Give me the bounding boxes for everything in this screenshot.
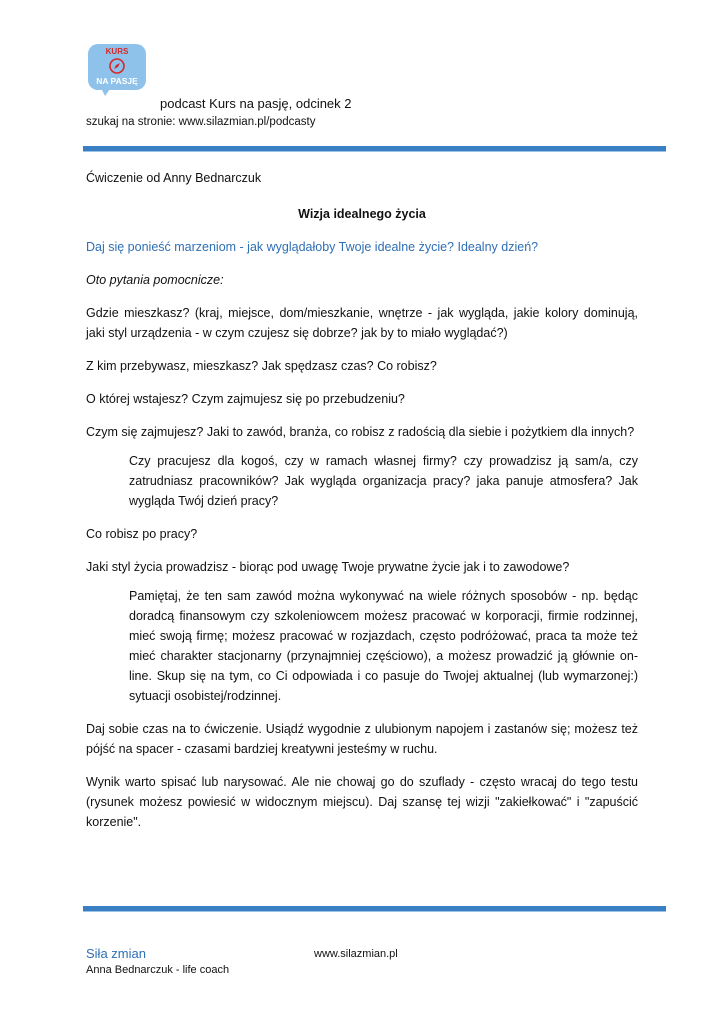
logo-bottom-text: NA PASJĘ	[96, 76, 138, 86]
exercise-title: Wizja idealnego życia	[298, 207, 426, 221]
podcast-subtitle: szukaj na stronie: www.silazmian.pl/podcasty	[86, 116, 316, 128]
podcast-title: podcast Kurs na pasję, odcinek 2	[160, 96, 352, 111]
helper-heading: Oto pytania pomocnicze:	[86, 273, 224, 287]
kurs-na-pasje-logo	[88, 44, 146, 98]
header-divider	[83, 146, 666, 152]
question-work: Czym się zajmujesz? Jaki to zawód, branża, co robisz z radością dla siebie i pożytkiem dla innych?	[86, 425, 635, 439]
footer-divider	[83, 906, 666, 912]
exercise-author: Ćwiczenie od Anny Bednarczuk	[86, 171, 262, 185]
compass-icon	[108, 57, 126, 75]
lead-question: Daj się ponieść marzeniom - jak wyglądałoby Twoje idealne życie? Idealny dzień?	[86, 240, 539, 254]
question-after-work: Co robisz po pracy?	[86, 527, 198, 541]
question-company: Z kim przebywasz, mieszkasz? Jak spędzasz czas? Co robisz?	[86, 359, 437, 373]
question-morning: O której wstajesz? Czym zajmujesz się po przebudzeniu?	[86, 392, 405, 406]
logo-top-text: KURS	[105, 47, 129, 56]
question-work-details: Czy pracujesz dla kogoś, czy w ramach własnej firmy? czy prowadzisz ją sam/a, czy zatrudniasz pracowników? Jak wygląda organizacja pracy? jaka panuje atmosfera? Jak wygląda Twój dzień pracy?	[129, 454, 638, 508]
footer-author: Anna Bednarczuk - life coach	[86, 964, 230, 976]
document-body	[86, 158, 638, 832]
question-home: Gdzie mieszkasz? (kraj, miejsce, dom/mieszkanie, wnętrze - jak wygląda, jakie kolory dominują, jaki styl urządzenia - w czym czujesz się dobrze? jak by to miało wyglądać?)	[86, 306, 638, 340]
paragraph-take-time: Daj sobie czas na to ćwiczenie. Usiądź wygodnie z ulubionym napojem i zastanów się; możesz też pójść na spacer - czasami bardziej kreatywni jesteśmy w ruchu.	[86, 722, 638, 756]
footer-website: www.silazmian.pl	[314, 948, 398, 960]
lifestyle-note: Pamiętaj, że ten sam zawód można wykonywać na wiele różnych sposobów - np. będąc doradcą finansowym czy szkoleniowcem możesz pracować w korporacji, firmie rodzinnej, mieć swoją firmę; możesz pracować w rozjazdach, często podróżować, praca ta może też mieć charakter stacjonarny (przynajmniej częściowo), a możesz prowadzić ją głównie on-line. Skup się na tym, co Ci odpowiada i co pasuje do Twojej aktualnej (lub wymarzonej:) sytuacji osobistej/rodzinnej.	[129, 589, 638, 703]
paragraph-write-down: Wynik warto spisać lub narysować. Ale nie chowaj go do szuflady - często wracaj do tego testu (rysunek możesz powiesić w widocznym miejscu). Daj szansę tej wizji "zakiełkować" i "zapuścić korzenie".	[86, 775, 638, 829]
logo-bubble-tail	[100, 86, 112, 96]
question-lifestyle: Jaki styl życia prowadzisz - biorąc pod uwagę Twoje prywatne życie jak i to zawodowe?	[86, 560, 570, 574]
footer-brand: Siła zmian	[86, 946, 146, 961]
